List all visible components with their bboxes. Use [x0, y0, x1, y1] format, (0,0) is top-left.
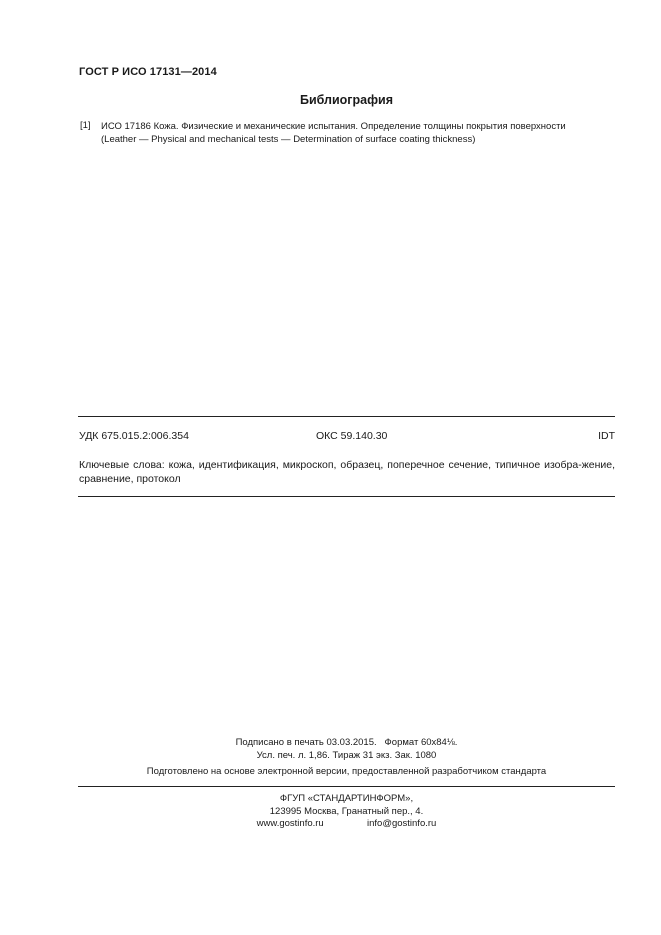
publisher-website-link[interactable]: www.gostinfo.ru — [256, 818, 324, 829]
idt-label: IDT — [598, 430, 615, 442]
oks-code: ОКС 59.140.30 — [316, 430, 388, 442]
publisher-contacts — [78, 818, 615, 831]
bibliography-entry-number: [1] — [80, 120, 91, 131]
print-info — [78, 737, 615, 762]
document-header-standard-id: ГОСТ Р ИСО 17131—2014 — [79, 66, 217, 78]
signed-for-print: Подписано в печать 03.03.2015. Формат 60x84⅛. — [235, 737, 458, 748]
keywords-text: Ключевые слова: кожа, идентификация, микроскоп, образец, поперечное сечение, типичное изобра-жение, сравнение, протокол — [79, 459, 615, 485]
bibliography-title: Библиография — [299, 93, 394, 107]
print-specs: Усл. печ. л. 1,86. Тираж 31 экз. Зак. 1080 — [256, 749, 437, 761]
prepared-note: Подготовлено на основе электронной версии, предоставленной разработчиком стандарта — [146, 766, 547, 777]
publisher-name: ФГУП «СТАНДАРТИНФОРМ», — [279, 793, 414, 804]
bibliography-entry — [101, 120, 615, 146]
bibliography-entry-text-ru: ИСО 17186 Кожа. Физические и механические испытания. Определение толщины покрытия поверхности — [101, 121, 566, 132]
udk-code: УДК 675.015.2:006.354 — [79, 430, 189, 442]
divider-top — [78, 416, 615, 417]
publisher-email-link[interactable]: info@gostinfo.ru — [367, 818, 437, 829]
bibliography-entry-text-en: (Leather — Physical and mechanical tests — Determination of surface coating thickness) — [101, 134, 476, 145]
divider-bottom — [78, 786, 615, 787]
publisher-block — [78, 793, 615, 831]
publisher-address: 123995 Москва, Гранатный пер., 4. — [269, 805, 424, 817]
divider-keywords — [78, 496, 615, 497]
